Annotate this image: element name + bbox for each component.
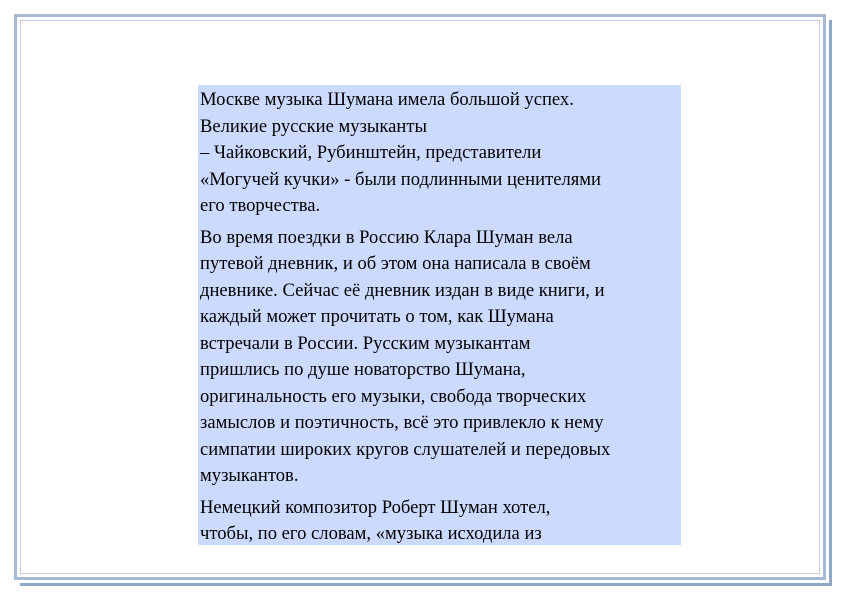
paragraph-clara-travel-diary: Во время поездки в Россию Клара Шуман вела путевой дневник, и об этом она написала в своём дневнике. Сейчас её дневник издан в виде книги, и каждый может прочитать о том, как Шумана встречали в России. Русским музыкантам пришлись по душе новаторство Шумана, оригинальность его музыки, свобода творческих замыслов и поэтичность, всё это привлекло к нему симпатии широких кругов слушателей и передовых музыкантов. <box>200 226 611 486</box>
paragraph-schumann-moscow-success: Москве музыка Шумана имела большой успех. Великие русские музыканты – Чайковский, Рубинштейн, представители «Могучей кучки» - были подлинными ценителями его творчества. <box>200 89 601 216</box>
text-block <box>198 85 681 545</box>
paragraph-schumann-music-quote: Немецкий композитор Роберт Шуман хотел, чтобы, по его словам, «музыка исходила из <box>200 496 551 544</box>
